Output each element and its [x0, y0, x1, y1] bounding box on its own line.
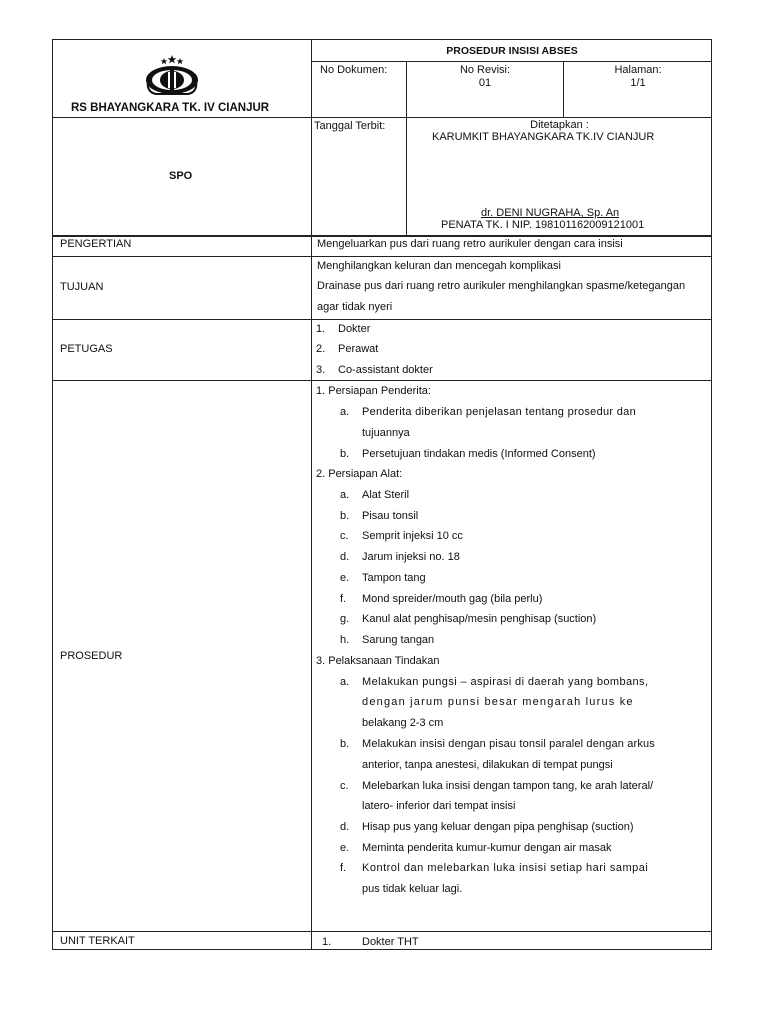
tujuan-line-3: agar tidak nyeri — [317, 301, 393, 313]
ditetapkan-label: Ditetapkan : — [530, 119, 589, 131]
spo-label: SPO — [169, 170, 193, 182]
s3-c-text-2: latero- inferior dari tempat insisi — [362, 800, 516, 812]
petugas-num-1: 1. — [316, 323, 326, 335]
s2-item-b: Pisau tonsil — [362, 510, 419, 522]
s3-d-label: d. — [340, 821, 350, 833]
s2-label-d: d. — [340, 551, 350, 563]
s1-a-text-1: Penderita diberikan penjelasan tentang prosedur dan — [362, 406, 636, 418]
petugas-label: PETUGAS — [60, 343, 113, 355]
petugas-item-2: Perawat — [338, 343, 379, 355]
header-divider — [311, 39, 312, 236]
s2-item-a: Alat Steril — [362, 489, 410, 501]
s1-b-text: Persetujuan tindakan medis (Informed Consent) — [362, 448, 596, 460]
s2-label-h: h. — [340, 634, 350, 646]
s2-item-d: Jarum injeksi no. 18 — [362, 551, 460, 563]
title-row-divider — [311, 61, 712, 62]
s3-a-text-3: belakang 2-3 cm — [362, 717, 444, 729]
s3-a-label: a. — [340, 676, 350, 688]
tujuan-label: TUJUAN — [60, 281, 104, 293]
unit-terkait-label: UNIT TERKAIT — [60, 935, 135, 947]
prosedur-section-2-title: 2. Persiapan Alat: — [316, 468, 403, 480]
s2-label-g: g. — [340, 613, 350, 625]
s2-item-f: Mond spreider/mouth gag (bila perlu) — [362, 593, 543, 605]
body-col-divider — [311, 236, 312, 950]
s3-d-text: Hisap pus yang keluar dengan pipa penghisap (suction) — [362, 821, 634, 833]
s3-b-text-1: Melakukan insisi dengan pisau tonsil paralel dengan arkus — [362, 738, 655, 750]
s2-item-g: Kanul alat penghisap/mesin penghisap (suction) — [362, 613, 597, 625]
petugas-num-3: 3. — [316, 364, 326, 376]
hospital-name: RS BHAYANGKARA TK. IV CIANJUR — [71, 102, 270, 114]
signer-name: dr. DENI NUGRAHA, Sp. An — [481, 207, 620, 219]
info-row-divider — [311, 117, 712, 118]
header-left-divider — [52, 117, 312, 118]
signer-nip: PENATA TK. I NIP. 198101162009121001 — [441, 219, 645, 231]
row-divider-3 — [52, 380, 712, 381]
s1-a-label: a. — [340, 406, 350, 418]
tujuan-line-1: Menghilangkan keluran dan mencegah komplikasi — [317, 260, 561, 272]
s3-c-text-1: Melebarkan luka insisi dengan tampon tang, ke arah lateral/ — [362, 780, 654, 792]
no-dokumen-label: No Dokumen: — [320, 64, 388, 76]
s2-item-h: Sarung tangan — [362, 634, 435, 646]
s3-a-text-1: Melakukan pungsi – aspirasi di daerah yang bombans, — [362, 676, 649, 688]
prosedur-label: PROSEDUR — [60, 650, 123, 662]
row-divider-2 — [52, 319, 712, 320]
petugas-num-2: 2. — [316, 343, 326, 355]
s2-item-e: Tampon tang — [362, 572, 426, 584]
s3-b-label: b. — [340, 738, 350, 750]
unit-terkait-text: Dokter THT — [362, 936, 419, 948]
s2-item-c: Semprit injeksi 10 cc — [362, 530, 463, 542]
s3-f-text-1: Kontrol dan melebarkan luka insisi setiap hari sampai — [362, 862, 649, 874]
ditetapkan-by: KARUMKIT BHAYANGKARA TK.IV CIANJUR — [432, 131, 655, 143]
no-revisi-value: 01 — [478, 77, 492, 89]
s3-b-text-2: anterior, tanpa anestesi, dilakukan di tempat pungsi — [362, 759, 613, 771]
doc-title: PROSEDUR INSISI ABSES — [446, 45, 578, 57]
unit-terkait-num: 1. — [322, 936, 332, 948]
s2-label-c: c. — [340, 530, 349, 542]
s3-e-label: e. — [340, 842, 350, 854]
s3-a-text-2: dengan jarum punsi besar mengarah lurus ke — [362, 696, 634, 708]
s3-f-text-2: pus tidak keluar lagi. — [362, 883, 463, 895]
prosedur-section-1-title: 1. Persiapan Penderita: — [316, 385, 431, 397]
s1-b-label: b. — [340, 448, 350, 460]
tanggal-terbit-label: Tanggal Terbit: — [314, 120, 386, 132]
s2-label-e: e. — [340, 572, 350, 584]
s3-e-text: Meminta penderita kumur-kumur dengan air masak — [362, 842, 612, 854]
no-revisi-label: No Revisi: — [459, 64, 511, 76]
petugas-item-1: Dokter — [338, 323, 371, 335]
row-divider-1 — [52, 256, 712, 257]
s3-f-label: f. — [340, 862, 347, 874]
petugas-item-3: Co-assistant dokter — [338, 364, 433, 376]
row-divider-4 — [52, 931, 712, 932]
police-emblem-logo — [142, 54, 202, 96]
pengertian-text: Mengeluarkan pus dari ruang retro aurikuler dengan cara insisi — [317, 238, 623, 250]
s3-c-label: c. — [340, 780, 349, 792]
s2-label-a: a. — [340, 489, 350, 501]
halaman-label: Halaman: — [614, 64, 662, 76]
tujuan-line-2: Drainase pus dari ruang retro aurikuler menghilangkan spasme/ketegangan — [317, 280, 686, 292]
prosedur-section-3-title: 3. Pelaksanaan Tindakan — [316, 655, 440, 667]
s1-a-text-2: tujuannya — [362, 427, 410, 439]
s2-label-f: f. — [340, 593, 347, 605]
s2-label-b: b. — [340, 510, 350, 522]
pengertian-label: PENGERTIAN — [60, 238, 132, 250]
halaman-value: 1/1 — [630, 77, 646, 89]
